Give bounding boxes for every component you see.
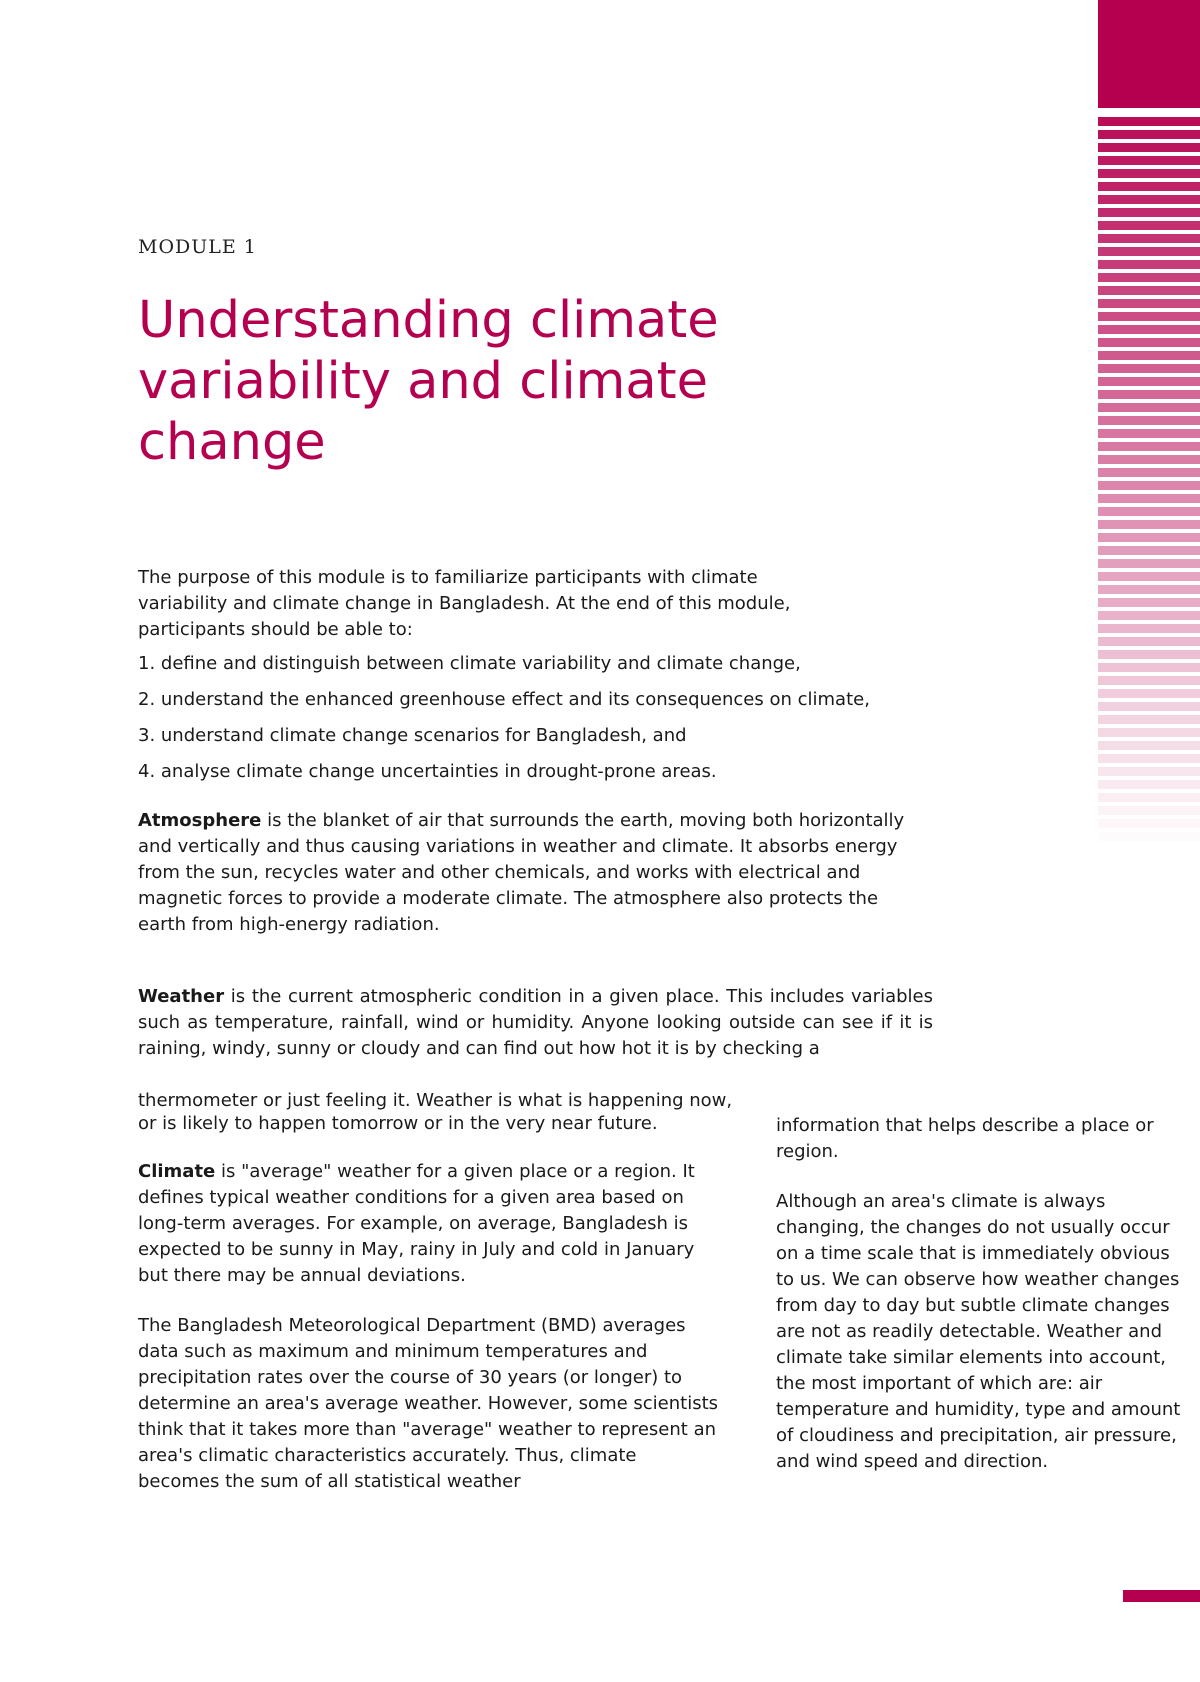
right-paragraph-2: Although an area's climate is always changing, the changes do not usually occur on a time scale that is immediately obvious to us. We can observe how weather changes from day to day but subtle climate changes are not as readily detectable. Weather and climate take similar elements into account, the most important of which are: air temperature and humidity, type and amount of cloudiness and precipitation, air pressure, and wind speed and direction. — [776, 1191, 1181, 1472]
atmosphere-term: Atmosphere — [138, 810, 262, 831]
decorative-stripe — [1098, 559, 1200, 568]
decorative-stripe — [1098, 533, 1200, 542]
atmosphere-text: is the blanket of air that surrounds the earth, moving both horizontally and vertically and thus causing variations in weather and climate. It absorbs energy from the sun, recycles water and other chemicals, and works with electrical and magnetic forces to provide a moderate climate. The atmosphere also protects the earth from high-energy radiation. — [138, 810, 905, 935]
decorative-stripe — [1098, 845, 1200, 854]
decorative-stripe — [1098, 702, 1200, 711]
decorative-stripe — [1098, 455, 1200, 464]
corner-accent-block — [1098, 0, 1200, 108]
objective-item: 1. define and distinguish between climate variability and climate change, — [138, 653, 801, 674]
decorative-stripe — [1098, 156, 1200, 165]
intro-section — [138, 565, 1038, 795]
intro-paragraph: The purpose of this module is to familiarize participants with climate variability and climate change in Bangladesh. At the end of this module, participants should be able to: — [138, 567, 791, 640]
objective-item: 3. understand climate change scenarios for Bangladesh, and — [138, 725, 687, 746]
objective-item: 2. understand the enhanced greenhouse effect and its consequences on climate, — [138, 689, 870, 710]
decorative-stripe — [1098, 689, 1200, 698]
decorative-stripe — [1098, 338, 1200, 347]
module-title — [138, 290, 898, 473]
decorative-stripe — [1098, 325, 1200, 334]
decorative-stripe — [1098, 130, 1200, 139]
weather-end: or is likely to happen tomorrow or in the very near future. — [138, 1113, 658, 1134]
decorative-stripe — [1098, 247, 1200, 256]
decorative-stripe — [1098, 442, 1200, 451]
decorative-stripe — [1098, 650, 1200, 659]
decorative-stripe — [1098, 832, 1200, 841]
decorative-stripe — [1098, 221, 1200, 230]
decorative-stripe — [1098, 611, 1200, 620]
weather-continued: thermometer or just feeling it. Weather is what is happening now, — [138, 1090, 733, 1111]
decorative-stripe — [1098, 858, 1200, 867]
decorative-stripe — [1098, 468, 1200, 477]
footer-accent-bar — [1123, 1590, 1200, 1602]
decorative-stripe — [1098, 715, 1200, 724]
decorative-stripe — [1098, 299, 1200, 308]
decorative-stripe — [1098, 585, 1200, 594]
title-line: variability and climate — [138, 352, 708, 411]
weather-text: is the current atmospheric condition in a given place. This includes variables such as temperature, rainfall, wind or humidity. Anyone looking outside can see if it is raining, windy, sunny or cloudy and can find out how hot it is by checking a — [138, 986, 933, 1059]
decorative-stripe — [1098, 351, 1200, 360]
module-label: MODULE 1 — [138, 236, 257, 258]
decorative-stripe — [1098, 624, 1200, 633]
decorative-stripe — [1098, 481, 1200, 490]
decorative-stripe — [1098, 208, 1200, 217]
decorative-stripe — [1098, 819, 1200, 828]
decorative-stripe — [1098, 234, 1200, 243]
decorative-stripe — [1098, 598, 1200, 607]
decorative-stripe — [1098, 494, 1200, 503]
decorative-stripe — [1098, 520, 1200, 529]
decorative-stripe — [1098, 429, 1200, 438]
decorative-stripe — [1098, 260, 1200, 269]
decorative-stripe — [1098, 806, 1200, 815]
right-paragraph-1: information that helps describe a place or region. — [776, 1115, 1154, 1162]
title-line: change — [138, 413, 326, 472]
decorative-stripe — [1098, 182, 1200, 191]
decorative-stripe — [1098, 312, 1200, 321]
decorative-stripe — [1098, 637, 1200, 646]
decorative-stripe — [1098, 364, 1200, 373]
decorative-stripe — [1098, 169, 1200, 178]
weather-term: Weather — [138, 986, 225, 1007]
decorative-stripe — [1098, 507, 1200, 516]
decorative-stripe — [1098, 754, 1200, 763]
decorative-stripe — [1098, 663, 1200, 672]
weather-paragraph — [138, 984, 933, 1062]
climate-term: Climate — [138, 1161, 216, 1182]
decorative-stripe — [1098, 286, 1200, 295]
atmosphere-paragraph — [138, 808, 918, 938]
decorative-stripe — [1098, 273, 1200, 282]
decorative-stripe — [1098, 676, 1200, 685]
decorative-stripe — [1098, 195, 1200, 204]
bmd-paragraph: The Bangladesh Meteorological Department (BMD) averages data such as maximum and minimum temperatures and precipitation rates over the course of 30 years (or longer) to determine an area's average weather. However, some scientists think that it takes more than "average" weather to represent an area's climatic characteristics accurately. Thus, climate becomes the sum of all statistical weather — [138, 1315, 719, 1492]
decorative-stripe — [1098, 416, 1200, 425]
decorative-stripe — [1098, 403, 1200, 412]
decorative-stripe — [1098, 377, 1200, 386]
decorative-stripe — [1098, 780, 1200, 789]
decorative-stripe — [1098, 546, 1200, 555]
decorative-stripe — [1098, 767, 1200, 776]
decorative-stripe — [1098, 728, 1200, 737]
decorative-stripe — [1098, 741, 1200, 750]
decorative-stripe — [1098, 572, 1200, 581]
decorative-stripe — [1098, 390, 1200, 399]
right-column — [776, 1113, 1191, 1499]
decorative-stripe — [1098, 117, 1200, 126]
decorative-stripe — [1098, 793, 1200, 802]
climate-paragraph — [138, 1159, 723, 1289]
climate-text: is "average" weather for a given place or a region. It defines typical weather conditions for a given area based on long-term averages. For example, on average, Bangladesh is expected to be sunny in May, rainy in July and cold in January but there may be annual deviations. — [138, 1161, 695, 1286]
objective-item: 4. analyse climate change uncertainties in drought-prone areas. — [138, 761, 717, 782]
gradient-stripes — [1098, 117, 1200, 871]
objectives-list — [138, 651, 1038, 785]
decorative-stripe — [1098, 143, 1200, 152]
left-column — [138, 1113, 723, 1519]
title-line: Understanding climate — [138, 291, 719, 350]
